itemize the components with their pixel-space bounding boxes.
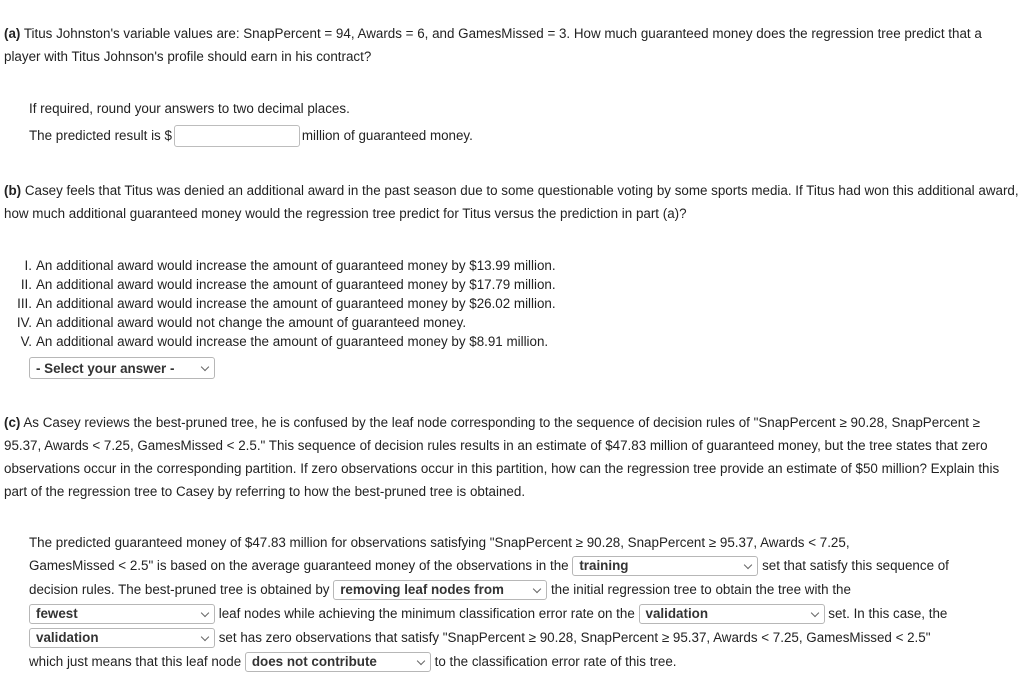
option-text: An additional award would not change the amount of guaranteed money. [36, 315, 467, 330]
line6-text-post: to the classification error rate of this tree. [434, 654, 677, 669]
line3-text-pre: decision rules. The best-pruned tree is obtained by [29, 582, 330, 597]
option-1 [0, 256, 556, 275]
result-prefix: The predicted result is $ [29, 128, 172, 143]
pruning-method-value: removing leaf nodes from [340, 582, 504, 598]
node-count-select[interactable] [29, 604, 215, 624]
line4-text-post: set. In this case, the [828, 606, 948, 621]
dataset-select-2-value: validation [645, 606, 709, 622]
answer-options [0, 256, 556, 351]
contribution-value: does not contribute [251, 654, 377, 670]
pruning-method-select[interactable] [333, 580, 547, 600]
line3-text-post: the initial regression tree to obtain the tree with the [550, 582, 851, 597]
line2-text-post: set that satisfy this sequence of [762, 558, 949, 573]
chevron-down-icon [201, 362, 209, 370]
line4-text-mid: leaf nodes while achieving the minimum classification error rate on the [218, 606, 635, 621]
explanation-line-1: The predicted guaranteed money of $47.83 million for observations satisfying "SnapPercent ≥ 90.28, SnapPercent ≥ 95.37, Awards < 7.25, [29, 535, 850, 550]
option-text: An additional award would increase the amount of guaranteed money by $26.02 million. [36, 296, 556, 311]
dataset-select-3-value: validation [36, 630, 99, 646]
explanation-line-5 [29, 626, 930, 650]
option-number: III. [17, 296, 32, 311]
part-b-question-text: Casey feels that Titus was denied an additional award in the past season due to some questionable voting by some sports media. If Titus had won this additional award, how much additional guaranteed money would the regression tree predict for Titus versus the prediction in part (a)? [4, 183, 1019, 221]
predicted-result-row [29, 125, 473, 147]
chevron-down-icon [201, 633, 209, 641]
chevron-down-icon [201, 609, 209, 617]
option-number: V. [20, 334, 32, 349]
part-a-question [4, 22, 1020, 68]
dataset-select-2[interactable] [639, 604, 825, 624]
explanation-line-3 [29, 578, 851, 602]
round-note: If required, round your answers to two decimal places. [29, 101, 350, 116]
chevron-down-icon [417, 657, 425, 665]
part-a-label: (a) [4, 26, 21, 41]
chevron-down-icon [744, 561, 752, 569]
part-c-question-text: As Casey reviews the best-pruned tree, he is confused by the leaf node corresponding to the sequence of decision rules of "SnapPercent ≥ 90.28, SnapPercent ≥ 95.37, Awards < 7.25, GamesMissed < 2.5." This sequence of decision rules results in an estimate of $47.83 million of guaranteed money, but the tree states that zero observations occur in the corresponding partition. If zero observations occur in this partition, how can the regression tree provide an estimate of $50 million? Explain this part of the regression tree to Casey by referring to how the best-pruned tree is obtained. [4, 415, 1000, 499]
line2-text-pre: GamesMissed < 2.5" is based on the average guaranteed money of the observations in the [29, 558, 569, 573]
dataset-select-1-value: training [579, 558, 629, 574]
explanation-line-4 [29, 602, 947, 626]
line5-text-post: set has zero observations that satisfy "SnapPercent ≥ 90.28, SnapPercent ≥ 95.37, Awards < 7.25, GamesMissed < 2.5" [218, 630, 931, 645]
explanation-line-2 [29, 554, 949, 578]
part-b-label: (b) [4, 183, 22, 198]
part-a-question-text: Titus Johnston's variable values are: SnapPercent = 94, Awards = 6, and GamesMissed = 3. How much guaranteed money does the regression tree predict that a player with Titus Johnson's profile should earn in his contract? [4, 26, 982, 64]
contribution-select[interactable] [245, 652, 431, 672]
predicted-result-input[interactable] [174, 125, 300, 147]
option-4 [0, 313, 556, 332]
option-number: I. [24, 258, 32, 273]
option-number: II. [20, 277, 32, 292]
chevron-down-icon [533, 585, 541, 593]
part-c-label: (c) [4, 415, 21, 430]
dataset-select-1[interactable] [572, 556, 758, 576]
option-text: An additional award would increase the amount of guaranteed money by $8.91 million. [36, 334, 549, 349]
option-2 [0, 275, 556, 294]
option-text: An additional award would increase the amount of guaranteed money by $17.79 million. [36, 277, 556, 292]
result-suffix: million of guaranteed money. [301, 128, 473, 143]
node-count-value: fewest [36, 606, 78, 622]
part-b-question [4, 179, 1020, 225]
dataset-select-3[interactable] [29, 628, 215, 648]
part-b-select-label: - Select your answer - [36, 360, 175, 376]
option-5 [0, 332, 556, 351]
part-c-question [4, 411, 1020, 503]
option-3 [0, 294, 556, 313]
line6-text-pre: which just means that this leaf node [29, 654, 242, 669]
explanation-line-6 [29, 650, 677, 674]
option-number: IV. [16, 315, 32, 330]
chevron-down-icon [810, 609, 818, 617]
part-b-answer-select[interactable] [29, 357, 215, 379]
option-text: An additional award would increase the amount of guaranteed money by $13.99 million. [36, 258, 556, 273]
